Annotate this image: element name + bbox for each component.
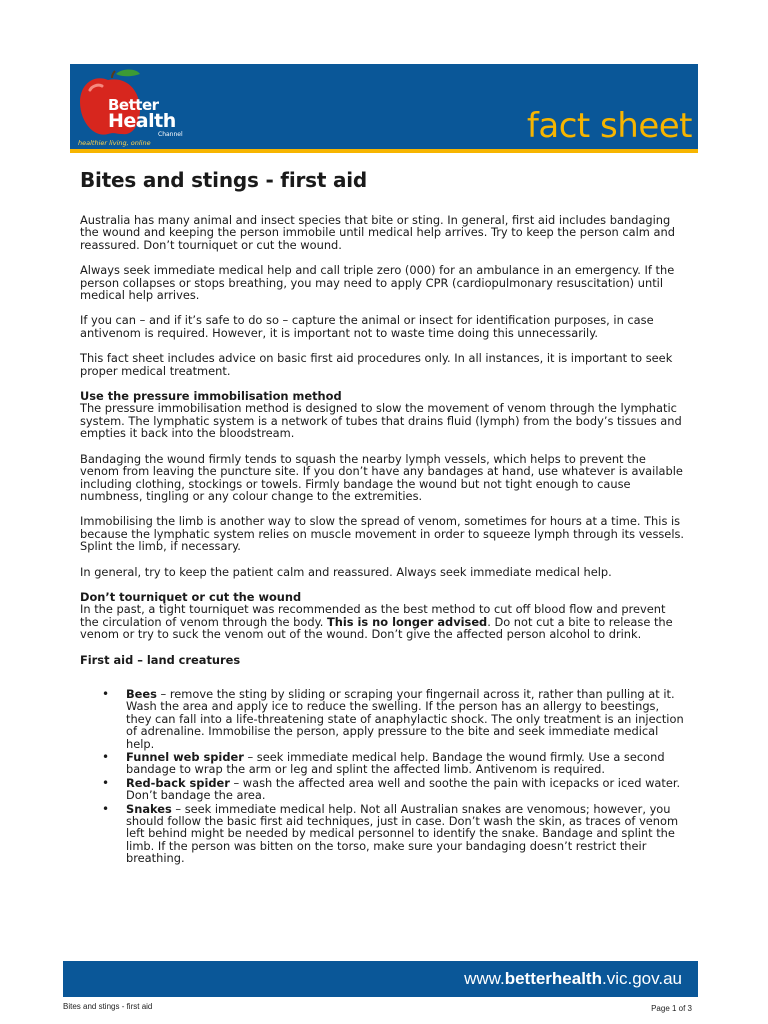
- section-heading-pressure: Use the pressure immobilisation method: [80, 389, 342, 404]
- tourniquet-text: In the past, a tight tourniquet was recommended as the best method to cut off blood flow and prevent the circulation of venom through the body.: [80, 602, 666, 629]
- list-item: [80, 751, 685, 776]
- bullet-icon: •: [102, 750, 110, 764]
- document-type-title: fact sheet: [526, 106, 692, 146]
- pressure-paragraph: The pressure immobilisation method is designed to slow the movement of venom through the lymphatic system. The lymphatic system is a network of tubes that drains fluid (lymph) from the body’s tissues and empties it back into the bloodstream.: [80, 401, 682, 441]
- list-item-text: – remove the sting by sliding or scraping your fingernail across it, rather than pulling at it. Wash the area and apply ice to reduce the swelling. If the person has an allergy to beestings, they can fall into a life-threatening state of anaphylactic shock. The only treatment is an injection of adrenaline. Immobilise the person, apply pressure to the bite and seek immediate medical help.: [126, 686, 684, 751]
- tourniquet-emphasis: This is no longer advised: [326, 614, 488, 629]
- website-link[interactable]: [464, 969, 682, 989]
- document-body: [80, 164, 685, 866]
- list-item-term: Red-back spider: [126, 775, 230, 790]
- land-creatures-list: [80, 688, 685, 865]
- better-health-logo[interactable]: [78, 68, 198, 150]
- list-item-term: Bees: [126, 686, 157, 701]
- tourniquet-text: . Do not cut a bite to release the venom or try to suck the venom out of the wound. Don’t give the affected person alcohol to drink.: [80, 614, 673, 642]
- page-number: Page 1 of 3: [651, 1004, 692, 1013]
- section-heading-land-creatures: First aid – land creatures: [80, 652, 241, 667]
- list-item-text: – seek immediate medical help. Not all Australian snakes are venomous; however, you should follow the basic first aid techniques, just in case. Don’t wash the skin, as traces of venom left behind might be needed by medical personnel to identify the snake. Bandage and splint the limb. If the person was bitten on the torso, make sure your bandaging doesn’t restrict their breathing.: [126, 801, 679, 866]
- url-suffix: .vic.gov.au: [601, 969, 682, 988]
- list-item-text: – wash the affected area well and soothe the pain with icepacks or iced water. Don’t bandage the area.: [126, 775, 681, 803]
- header-banner: [70, 64, 698, 153]
- bullet-icon: •: [102, 686, 110, 701]
- list-item-term: Funnel web spider: [126, 750, 244, 764]
- url-prefix: www.: [464, 969, 505, 988]
- list-item-term: Snakes: [126, 801, 172, 816]
- footer-document-title: Bites and stings - first aid: [63, 1002, 153, 1011]
- section-heading-tourniquet: Don’t tourniquet or cut the wound: [80, 589, 302, 604]
- brand-tagline: healthier living, online: [78, 139, 151, 147]
- tourniquet-paragraph: [80, 603, 685, 640]
- header-accent-line: [70, 149, 698, 153]
- intro-paragraph: Australia has many animal and insect species that bite or sting. In general, first aid includes bandaging the wound and keeping the person immobile until medical help arrives. Try to keep the person calm and reassured. Don’t tourniquet or cut the wound.: [80, 213, 675, 252]
- list-item-text: – seek immediate medical help. Bandage the wound firmly. Use a second bandage to wrap the arm or leg and splint the affected limb. Antivenom is required.: [126, 750, 665, 777]
- brand-name-health: Health: [108, 110, 176, 132]
- list-item: [80, 688, 685, 750]
- intro-paragraph: This fact sheet includes advice on basic first aid procedures only. In all instances, it is important to seek proper medical treatment.: [80, 351, 673, 378]
- intro-paragraph: Always seek immediate medical help and call triple zero (000) for an ambulance in an emergency. If the person collapses or stops breathing, you may need to apply CPR (cardiopulmonary resuscitation) until medical help arrives.: [80, 263, 675, 303]
- url-domain: betterhealth: [504, 969, 602, 988]
- pressure-paragraph: Immobilising the limb is another way to slow the spread of venom, sometimes for hours at a time. This is because the lymphatic system relies on muscle movement in order to squeeze lymph through its vessels. Splint the limb, if necessary.: [80, 514, 685, 554]
- page-title: Bites and stings - first aid: [80, 168, 368, 192]
- bullet-icon: •: [102, 801, 110, 816]
- brand-name-better: Better: [108, 96, 159, 114]
- pressure-paragraph: In general, try to keep the patient calm and reassured. Always seek immediate medical help.: [80, 564, 612, 579]
- bullet-icon: •: [102, 775, 110, 790]
- pressure-paragraph: Bandaging the wound firmly tends to squash the nearby lymph vessels, which helps to prevent the venom from leaving the puncture site. If you don’t have any bandages at hand, use whatever is available including clothing, stockings or towels. Firmly bandage the wound but not tight enough to cause numbness, tingling or any colour change to the extremities.: [80, 451, 683, 503]
- list-item: [80, 803, 685, 865]
- list-item: [80, 777, 685, 802]
- footer-banner: [63, 961, 698, 997]
- brand-name-channel: Channel: [158, 131, 183, 138]
- intro-paragraph: If you can – and if it’s safe to do so – capture the animal or insect for identification purposes, in case antivenom is required. However, it is important not to waste time doing this unnecessarily.: [80, 313, 654, 340]
